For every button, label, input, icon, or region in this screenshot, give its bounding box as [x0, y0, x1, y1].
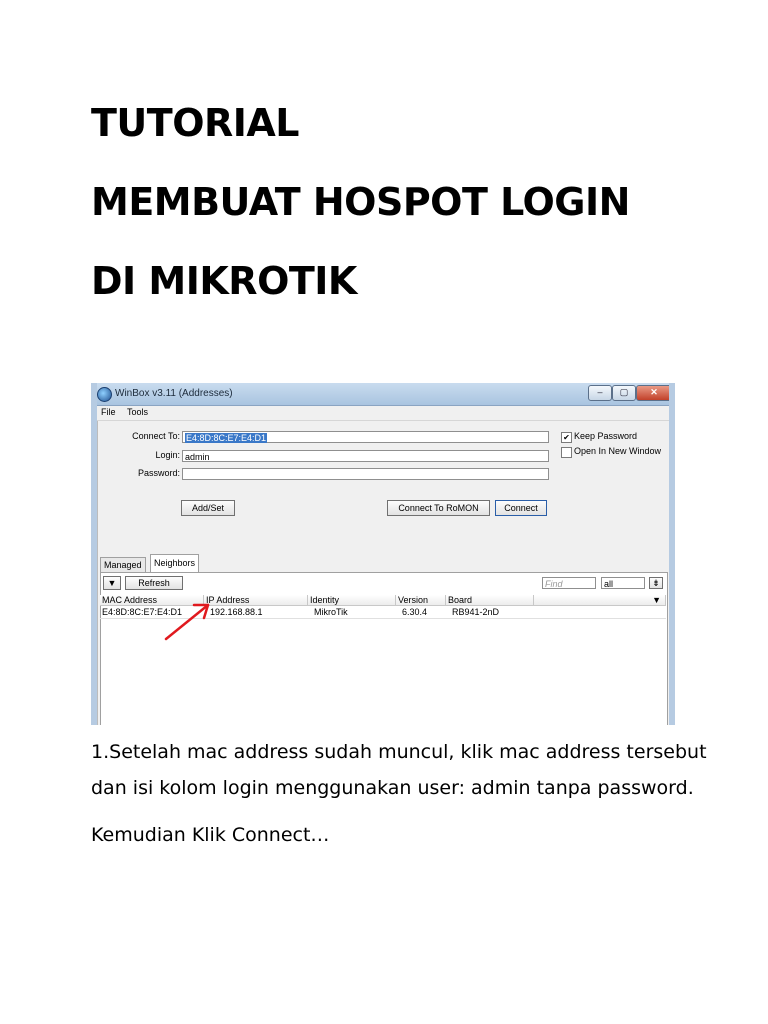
title-line-2: MEMBUAT HOSPOT LOGIN: [91, 180, 630, 224]
window-titlebar[interactable]: [91, 383, 675, 406]
funnel-icon: ▼: [107, 578, 117, 588]
connect-to-label: Connect To:: [132, 431, 180, 441]
filter-select[interactable]: all: [601, 577, 645, 589]
menu-tools[interactable]: Tools: [127, 407, 149, 417]
connect-button[interactable]: Connect: [495, 500, 547, 516]
menu-bar: [97, 406, 669, 421]
step1-line3: Kemudian Klik Connect…: [91, 824, 330, 846]
window-right-frame: [669, 383, 675, 725]
find-input[interactable]: Find: [542, 577, 596, 589]
annotation-arrow-icon: [98, 421, 670, 725]
keep-password-label: Keep Password: [574, 431, 638, 441]
minimize-button[interactable]: –: [588, 385, 612, 401]
add-set-button[interactable]: Add/Set: [181, 500, 235, 516]
login-label: Login:: [155, 450, 180, 460]
chevron-down-icon: ⇟: [652, 578, 660, 588]
window-title: WinBox v3.11 (Addresses): [115, 388, 233, 399]
tab-managed[interactable]: Managed: [100, 557, 146, 572]
maximize-button[interactable]: ▢: [612, 385, 636, 401]
connect-romon-button[interactable]: Connect To RoMON: [387, 500, 490, 516]
cell-board: RB941-2nD: [452, 607, 500, 617]
column-header-version[interactable]: Version: [396, 595, 446, 606]
connect-to-value: E4:8D:8C:E7:E4:D1: [186, 433, 267, 443]
winbox-screenshot: [91, 383, 675, 725]
password-label: Password:: [137, 468, 180, 478]
open-new-window-label: Open In New Window: [574, 446, 662, 456]
column-header-identity[interactable]: Identity: [308, 595, 396, 606]
cell-ip: 192.168.88.1: [210, 607, 263, 617]
connect-form: [97, 421, 671, 725]
close-button[interactable]: ✕: [636, 385, 672, 401]
column-header-mac[interactable]: MAC Address: [100, 595, 204, 606]
winbox-app-icon: [97, 387, 112, 402]
cell-identity: MikroTik: [314, 607, 348, 617]
title-line-3: DI MIKROTIK: [91, 259, 357, 303]
cell-mac: E4:8D:8C:E7:E4:D1: [102, 607, 183, 617]
column-header-ip[interactable]: IP Address: [204, 595, 308, 606]
title-line-1: TUTORIAL: [91, 101, 300, 145]
menu-file[interactable]: File: [101, 407, 116, 417]
cell-version: 6.30.4: [402, 607, 428, 617]
column-header-board[interactable]: Board: [446, 595, 534, 606]
step1-line1: 1.Setelah mac address sudah muncul, klik mac address tersebut: [91, 741, 707, 763]
login-input[interactable]: admin: [182, 450, 549, 462]
window-left-frame: [91, 383, 97, 725]
refresh-button[interactable]: Refresh: [125, 576, 183, 590]
tab-neighbors[interactable]: Neighbors: [150, 554, 199, 572]
step1-line2: dan isi kolom login menggunakan user: admin tanpa password.: [91, 777, 694, 799]
chevron-down-icon: ▼: [652, 595, 661, 605]
keep-password-checkbox[interactable]: ✔: [561, 432, 572, 443]
